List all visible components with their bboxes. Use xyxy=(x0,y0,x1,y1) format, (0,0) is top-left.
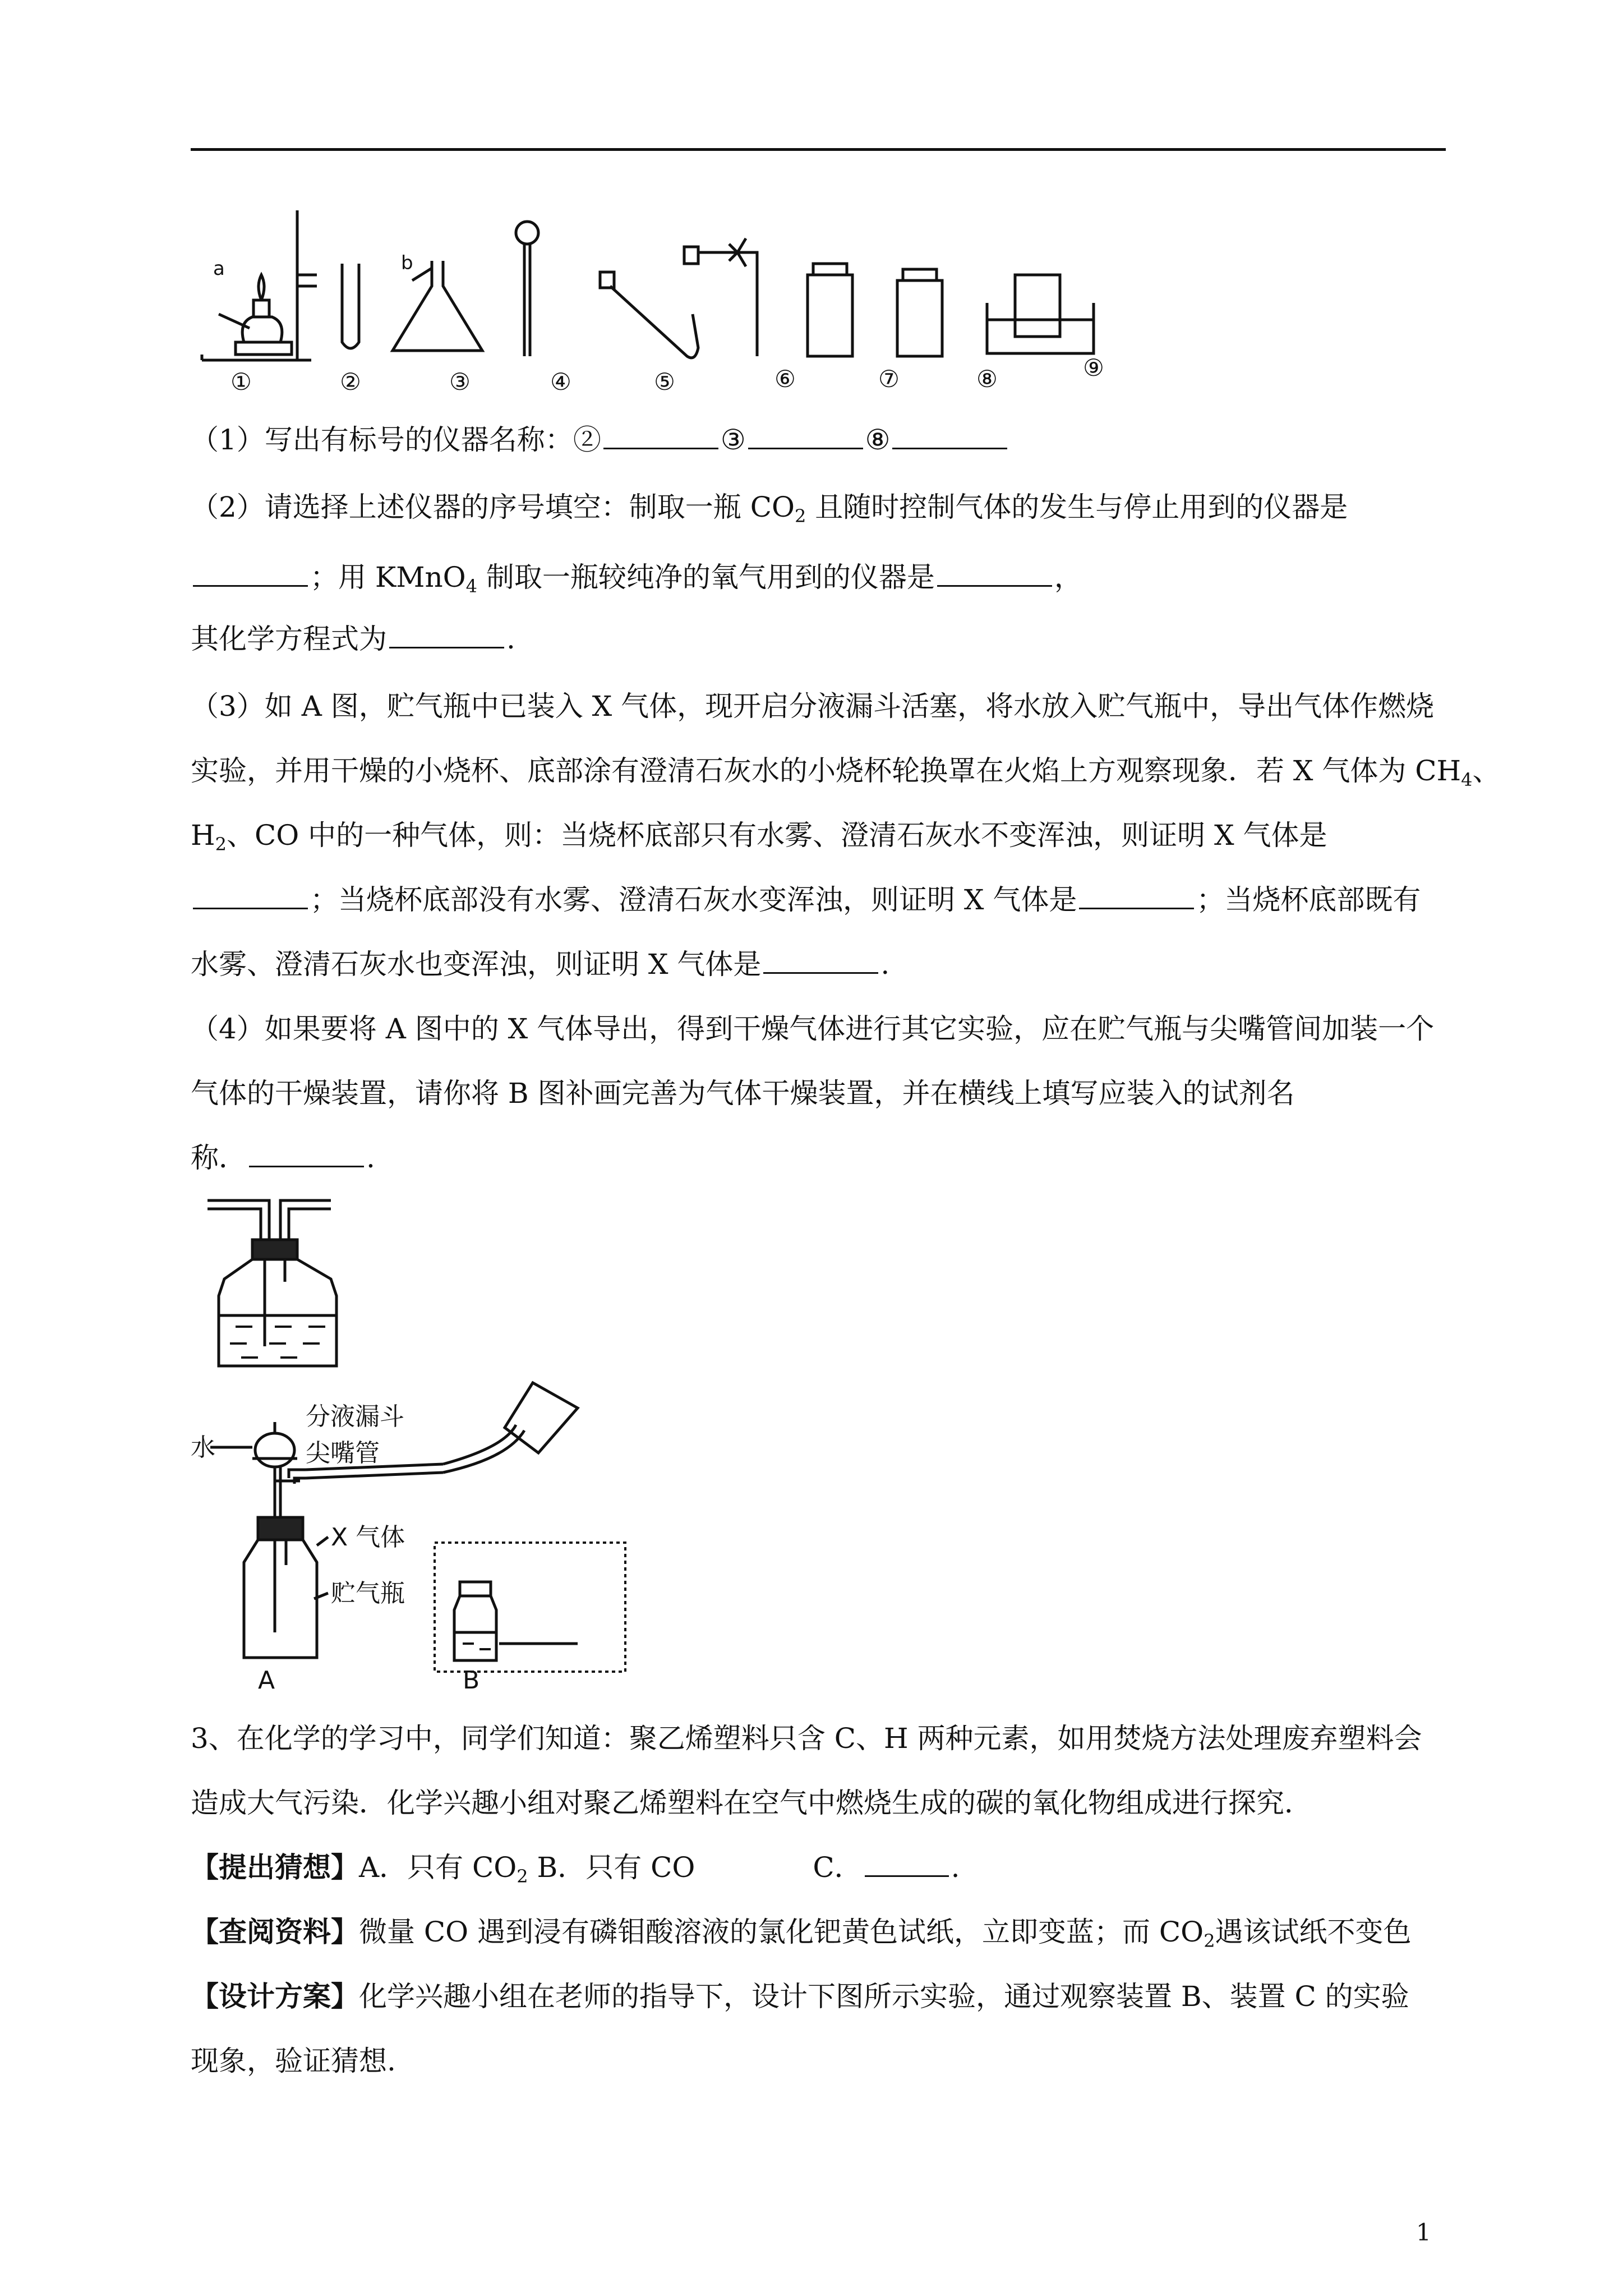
answer-blank-q4-reagent[interactable] xyxy=(249,1143,364,1167)
instrument-number-6: ⑥ xyxy=(774,365,796,393)
apparatus-label-gas: X 气体 xyxy=(331,1523,405,1552)
apparatus-label-b: B xyxy=(463,1666,480,1695)
question-3-line-5: 水雾、澄清石灰水也变浑浊，则证明 X 气体是 . xyxy=(191,948,890,981)
answer-blank-q2-o2[interactable] xyxy=(937,563,1052,587)
apparatus-label-nozzle: 尖嘴管 xyxy=(306,1439,380,1467)
question-3-line-3: $H_2$、CO 中的一种气体，则：当烧杯底部只有水雾、澄清石灰水不变浑浊，则证明 X 气体是 xyxy=(191,819,1327,855)
answer-blank-q2-equation[interactable] xyxy=(389,624,504,648)
drying-bottle-figure xyxy=(196,1195,376,1380)
header-rule xyxy=(191,148,1446,151)
instrument-figure xyxy=(191,208,1166,398)
apparatus-label-a: A xyxy=(258,1666,275,1695)
question-3-line-4: ；当烧杯底部没有水雾、澄清石灰水变浑浊，则证明 X 气体是 ；当烧杯底部既有 xyxy=(191,881,1446,919)
answer-blank-q1-3[interactable] xyxy=(748,425,863,449)
answer-blank-q2-co2[interactable] xyxy=(193,563,308,587)
answer-blank-hypothesis-c[interactable] xyxy=(865,1853,949,1877)
question-3-line-1: （3）如 A 图，贮气瓶中已装入 X 气体，现开启分液漏斗活塞，将水放入贮气瓶中，导出气体作燃烧 xyxy=(191,690,1435,723)
question-2-line-2: ；用 KMnO$_4$ 制取一瓶较纯净的氧气用到的仪器是 ， xyxy=(191,558,1446,605)
answer-blank-q3-third[interactable] xyxy=(763,950,878,974)
answer-blank-q3-first[interactable] xyxy=(193,885,308,909)
answer-blank-q1-8[interactable] xyxy=(892,425,1007,449)
instrument-number-2: ② xyxy=(340,368,361,395)
question-4-line-1: （4）如果要将 A 图中的 X 气体导出，得到干燥气体进行其它实验，应在贮气瓶与尖嘴管间加装一个 xyxy=(191,1013,1435,1045)
instrument-number-8: ⑧ xyxy=(976,365,998,393)
instrument-letter-a: a xyxy=(213,257,225,280)
apparatus-figure xyxy=(191,1397,651,1695)
problem-3-design: 【设计方案】化学兴趣小组在老师的指导下，设计下图所示实验，通过观察装置 B、装置 C 的实验 xyxy=(191,1980,1409,2013)
problem-3-design-line-2: 现象，验证猜想. xyxy=(191,2045,396,2077)
problem-3-hypothesis: 【提出猜想】A．只有 $CO_2$ B．只有 CO C． . xyxy=(191,1851,960,1887)
question-2-line-3: 其化学方程式为 . xyxy=(191,623,515,655)
answer-blank-q1-2[interactable] xyxy=(603,425,718,449)
apparatus-label-funnel: 分液漏斗 xyxy=(306,1402,404,1431)
page-number: 1 xyxy=(1416,2219,1431,2246)
apparatus-label-water: 水 xyxy=(191,1433,215,1462)
instrument-number-4: ④ xyxy=(550,368,571,395)
question-4-line-3: 称． . xyxy=(191,1142,375,1174)
apparatus-label-bottle: 贮气瓶 xyxy=(331,1579,405,1608)
question-3-line-2: 实验，并用干燥的小烧杯、底部涂有澄清石灰水的小烧杯轮换罩在火焰上方观察现象．若 X 气体为 $CH_4$、 xyxy=(191,754,1501,790)
instrument-number-9: ⑨ xyxy=(1083,354,1104,381)
question-2-line-1: （2）请选择上述仪器的序号填空：制取一瓶 $CO_2$ 且随时控制气体的发生与停止用到的仪器是 xyxy=(191,491,1348,527)
instrument-number-3: ③ xyxy=(449,368,471,395)
instrument-letter-b: b xyxy=(401,252,413,274)
problem-3-reference: 【查阅资料】微量 CO 遇到浸有磷钼酸溶液的氯化钯黄色试纸，立即变蓝；而 $CO_2$遇该试纸不变色 xyxy=(191,1915,1412,1952)
instrument-number-7: ⑦ xyxy=(878,365,900,393)
answer-blank-q3-second[interactable] xyxy=(1079,885,1194,909)
problem-3-line-1: 3、在化学的学习中，同学们知道：聚乙烯塑料只含 C、H 两种元素，如用焚烧方法处理废弃塑料会 xyxy=(191,1722,1422,1755)
problem-3-line-2: 造成大气污染．化学兴趣小组对聚乙烯塑料在空气中燃烧生成的碳的氧化物组成进行探究． xyxy=(191,1787,1312,1819)
question-4-line-2: 气体的干燥装置，请你将 B 图补画完善为气体干燥装置，并在横线上填写应装入的试剂名 xyxy=(191,1077,1295,1110)
instrument-number-5: ⑤ xyxy=(654,368,675,395)
instrument-number-1: ① xyxy=(230,368,252,395)
question-1: （1）写出有标号的仪器名称：② ③ ⑧ xyxy=(191,421,1446,459)
